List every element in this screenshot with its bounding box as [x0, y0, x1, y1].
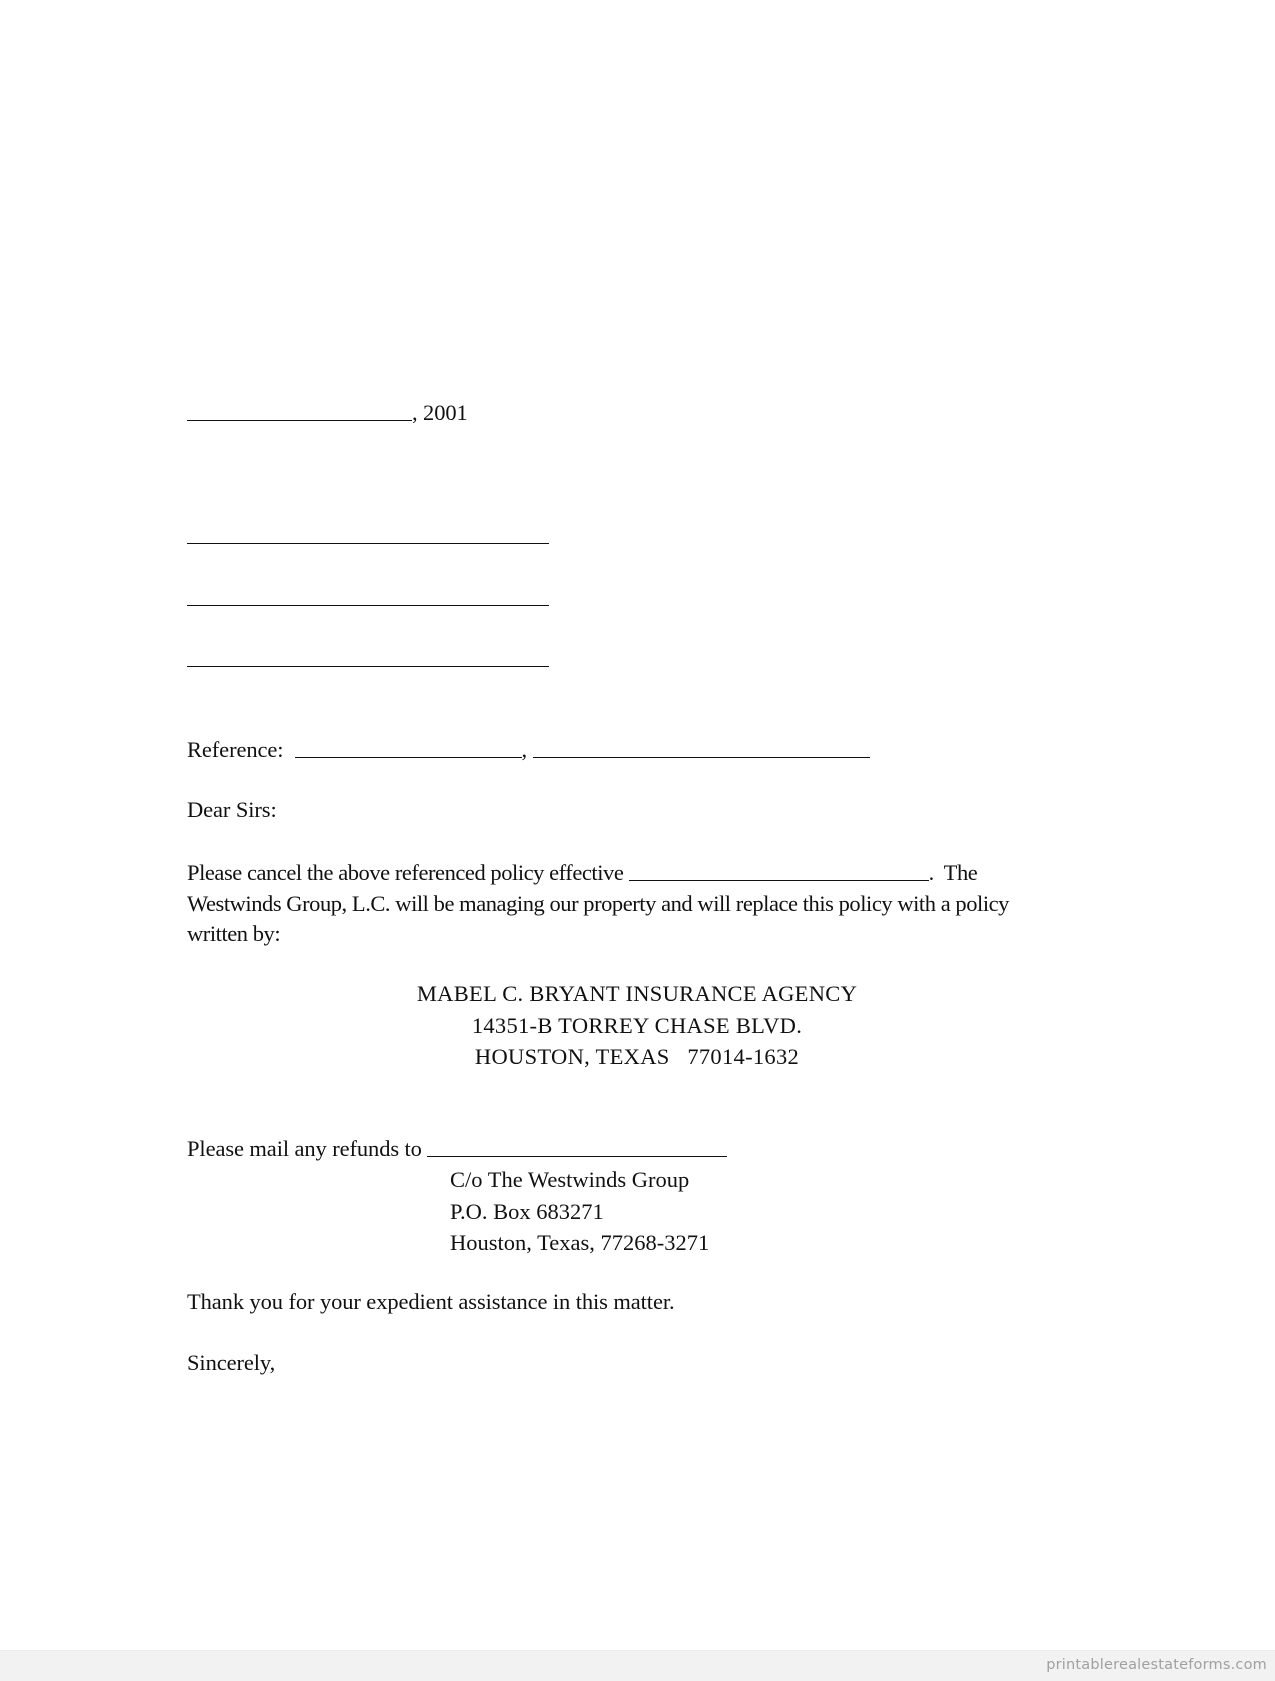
- reference-label: Reference:: [187, 737, 284, 762]
- body-paragraph: [187, 857, 1087, 950]
- agency-city-state-zip: HOUSTON, TEXAS 77014-1632: [474, 1044, 800, 1069]
- body-line-1-end: . The: [928, 860, 978, 885]
- recipient-blank-2[interactable]: [187, 583, 549, 606]
- refund-line: [187, 1133, 727, 1164]
- footer-bar: [0, 1650, 1275, 1681]
- recipient-blank-1[interactable]: [187, 521, 549, 544]
- date-blank[interactable]: [187, 398, 412, 421]
- body-line-1: [187, 857, 1087, 889]
- footer-watermark[interactable]: printablerealestateforms.com: [1046, 1657, 1267, 1673]
- reference-separator: ,: [521, 737, 528, 762]
- date-year: , 2001: [412, 400, 468, 425]
- refund-address-line-3: Houston, Texas, 77268-3271: [450, 1230, 710, 1255]
- effective-date-blank[interactable]: [629, 858, 929, 881]
- reference-blank-1[interactable]: [295, 735, 522, 758]
- refund-blank[interactable]: [427, 1134, 727, 1157]
- salutation: Dear Sirs:: [187, 797, 277, 822]
- recipient-blank-3[interactable]: [187, 644, 549, 667]
- body-line-2: Westwinds Group, L.C. will be managing our property and will replace this policy with a policy: [187, 890, 1009, 916]
- agency-address: [187, 978, 1087, 1073]
- refund-address-line-1: C/o The Westwinds Group: [450, 1167, 690, 1192]
- refund-address: [450, 1164, 709, 1259]
- agency-street: 14351-B TORREY CHASE BLVD.: [471, 1012, 803, 1038]
- thank-you-line: Thank you for your expedient assistance in this matter.: [187, 1289, 675, 1314]
- refund-label: Please mail any refunds to: [187, 1136, 422, 1161]
- reference-blank-2[interactable]: [533, 735, 870, 758]
- recipient-line-2: [187, 582, 549, 613]
- recipient-line-3: [187, 643, 549, 674]
- recipient-line-1: [187, 520, 549, 551]
- closing: Sincerely,: [187, 1350, 276, 1375]
- agency-name: MABEL C. BRYANT INSURANCE AGENCY: [416, 981, 858, 1006]
- body-line-1-text: Please cancel the above referenced policy effective: [187, 860, 624, 885]
- body-line-3: written by:: [187, 921, 281, 946]
- date-line: [187, 397, 468, 428]
- reference-line: [187, 734, 870, 765]
- refund-address-line-2: P.O. Box 683271: [450, 1198, 604, 1224]
